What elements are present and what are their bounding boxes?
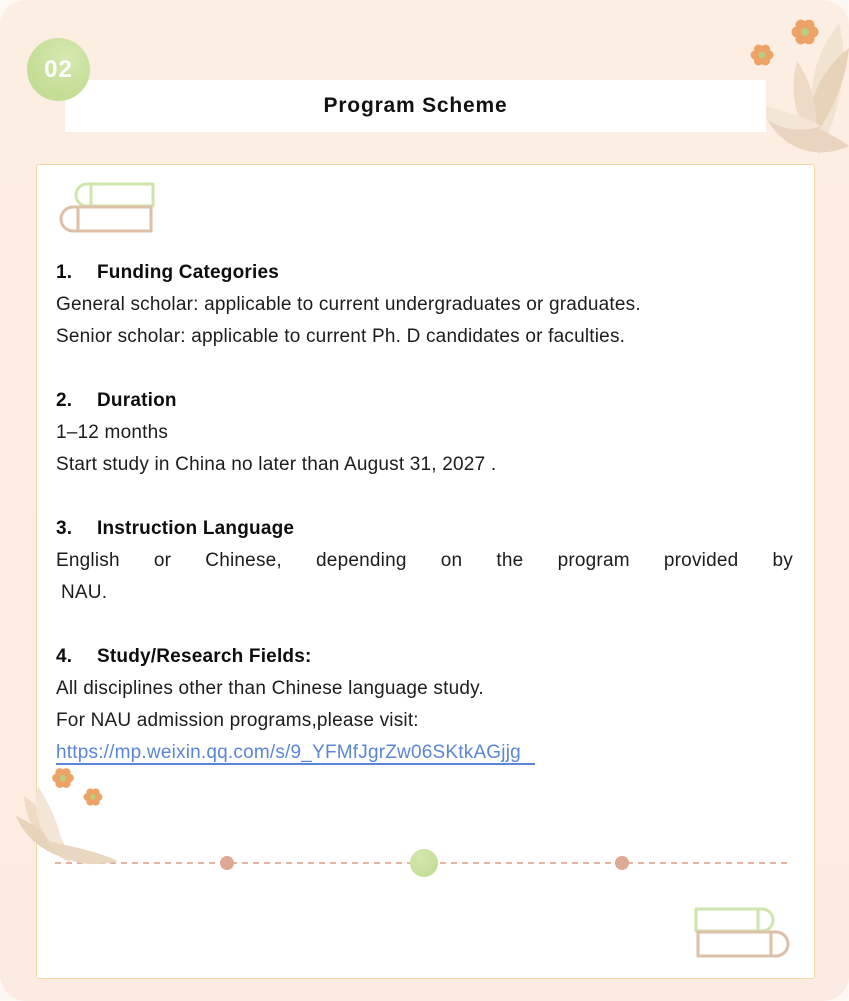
body-line: For NAU admission programs,please visit: <box>56 710 419 731</box>
flower-icon <box>792 20 819 45</box>
section-heading <box>56 385 793 417</box>
section-number: 3. <box>56 518 73 539</box>
section-number: 2. <box>56 390 73 411</box>
section-title: Instruction Language <box>97 518 295 539</box>
link-line <box>56 737 793 769</box>
section-heading <box>56 513 793 545</box>
divider-dot <box>220 856 234 870</box>
card-content <box>56 257 793 769</box>
section-instruction-language <box>56 513 793 609</box>
section-number-badge <box>27 38 90 101</box>
section-title: Study/Research Fields: <box>97 646 312 667</box>
body-line: English or Chinese, depending on the program provided by <box>56 550 793 571</box>
divider-dot-center <box>410 849 438 877</box>
books-icon <box>57 181 157 233</box>
body-line: Start study in China no later than August 31, 2027 . <box>56 454 497 475</box>
badge-number: 02 <box>44 55 73 83</box>
books-icon <box>692 906 792 958</box>
body-line: NAU. <box>61 582 108 603</box>
section-heading <box>56 641 793 673</box>
admission-programs-link[interactable]: https://mp.weixin.qq.com/s/9_YFMfJgrZw06SKtkAGjjg <box>56 742 535 765</box>
section-title: Funding Categories <box>97 262 279 283</box>
body-line: 1–12 months <box>56 422 169 443</box>
body-line: All disciplines other than Chinese language study. <box>56 678 484 699</box>
section-number: 1. <box>56 262 73 283</box>
page-title: Program Scheme <box>323 94 508 117</box>
section-study-research-fields <box>56 641 793 769</box>
title-bar <box>65 80 766 132</box>
body-line: Senior scholar: applicable to current Ph. D candidates or faculties. <box>56 326 626 347</box>
section-heading <box>56 257 793 289</box>
divider-dot <box>615 856 629 870</box>
section-title: Duration <box>97 390 177 411</box>
section-duration <box>56 385 793 481</box>
flower-icon <box>751 44 774 65</box>
body-line: General scholar: applicable to current undergraduates or graduates. <box>56 294 641 315</box>
section-funding-categories <box>56 257 793 353</box>
section-number: 4. <box>56 646 73 667</box>
